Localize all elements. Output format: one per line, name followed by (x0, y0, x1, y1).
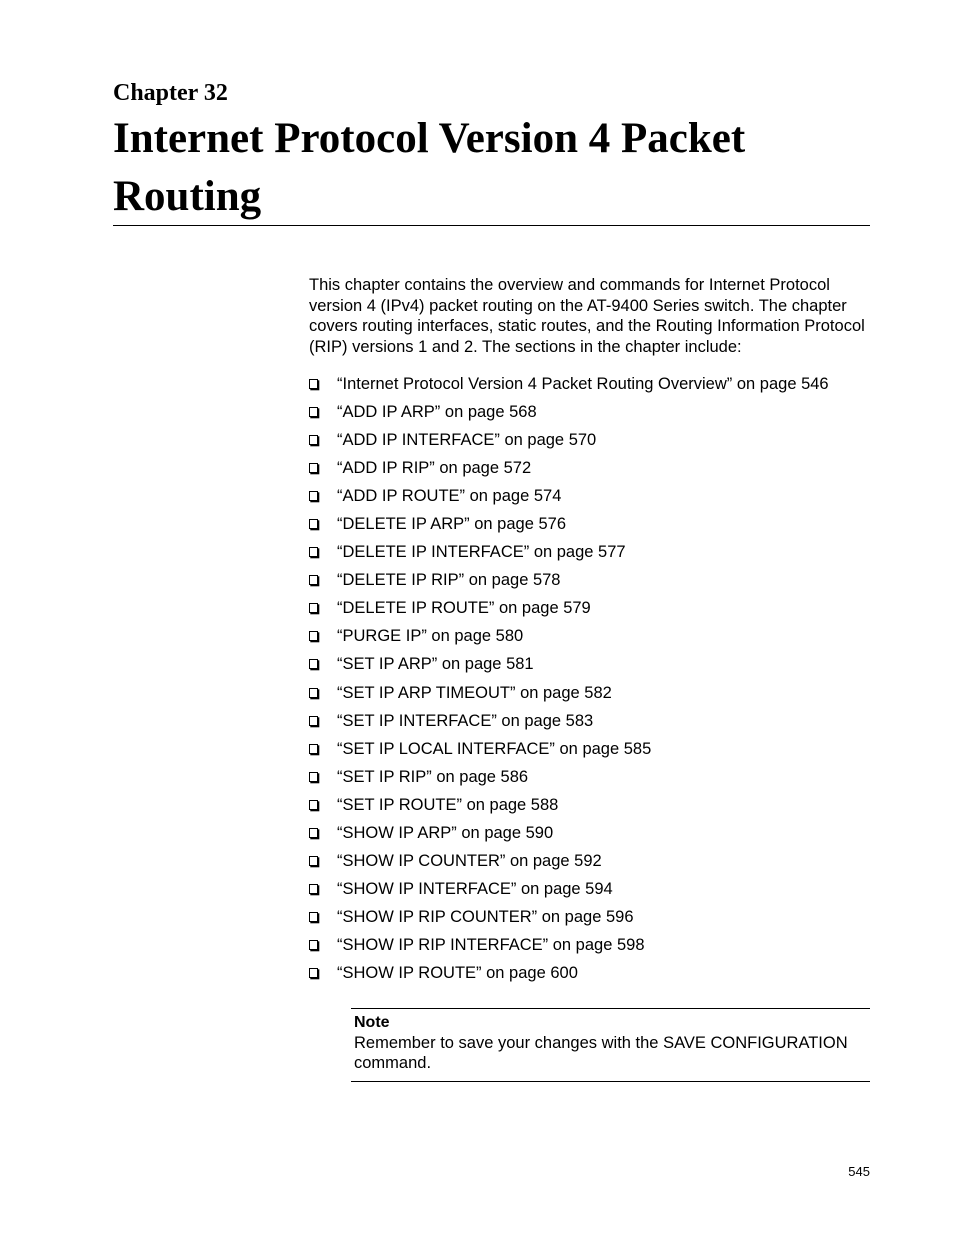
toc-link[interactable]: “ADD IP INTERFACE” on page 570 (337, 431, 597, 450)
toc-item (309, 906, 874, 934)
toc-item (309, 513, 874, 541)
toc-link[interactable]: “SHOW IP RIP INTERFACE” on page 598 (337, 935, 645, 954)
intro-paragraph: This chapter contains the overview and commands for Internet Protocol version 4 (IPv4) packet routing on the AT-9400 Series switch. The chapter covers routing interfaces, static routes, and the Routing Information Protocol (RIP) versions 1 and 2. The sections in the chapter include: (309, 276, 865, 356)
checkbox-icon (309, 968, 318, 978)
toc-item (309, 850, 874, 878)
note-label: Note (354, 1014, 390, 1031)
checkbox-icon (309, 491, 318, 501)
checkbox-icon (309, 884, 318, 894)
toc-link[interactable]: “DELETE IP RIP” on page 578 (337, 571, 561, 590)
toc-link[interactable]: “PURGE IP” on page 580 (337, 627, 524, 646)
toc-item (309, 373, 874, 401)
checkbox-icon (309, 912, 318, 922)
checkbox-icon (309, 940, 318, 950)
toc-link[interactable]: “ADD IP ARP” on page 568 (337, 403, 537, 422)
toc-item (309, 766, 874, 794)
chapter-label: Chapter 32 (113, 80, 228, 106)
toc-link[interactable]: “SHOW IP ROUTE” on page 600 (337, 963, 578, 982)
toc-item (309, 710, 874, 738)
checkbox-icon (309, 379, 318, 389)
chapter-title: Internet Protocol Version 4 Packet Routing (113, 115, 746, 220)
toc-item (309, 401, 874, 429)
toc-item (309, 934, 874, 962)
toc-link[interactable]: “SET IP RIP” on page 586 (337, 767, 529, 786)
checkbox-icon (309, 659, 318, 669)
toc-link[interactable]: “ADD IP ROUTE” on page 574 (337, 487, 562, 506)
toc-item (309, 597, 874, 625)
title-rule (113, 225, 870, 226)
checkbox-icon (309, 631, 318, 641)
checkbox-icon (309, 547, 318, 557)
page-number: 545 (848, 1164, 870, 1179)
toc-link[interactable]: “SHOW IP INTERFACE” on page 594 (337, 879, 613, 898)
checkbox-icon (309, 463, 318, 473)
toc-link[interactable]: “SHOW IP ARP” on page 590 (337, 823, 554, 842)
note-text: Remember to save your changes with the SAVE CONFIGURATION command. (354, 1034, 848, 1072)
toc-link[interactable]: “SHOW IP COUNTER” on page 592 (337, 851, 602, 870)
toc-item (309, 653, 874, 681)
toc-item (309, 738, 874, 766)
toc-link[interactable]: “SET IP ARP TIMEOUT” on page 582 (337, 683, 612, 702)
checkbox-icon (309, 772, 318, 782)
toc-item (309, 682, 874, 710)
toc-link[interactable]: “ADD IP RIP” on page 572 (337, 459, 532, 478)
toc-item (309, 625, 874, 653)
checkbox-icon (309, 575, 318, 585)
toc-link[interactable]: “SET IP ROUTE” on page 588 (337, 795, 559, 814)
toc-item (309, 822, 874, 850)
note-box (351, 1008, 870, 1082)
toc-item (309, 457, 874, 485)
toc-link[interactable]: “SET IP INTERFACE” on page 583 (337, 711, 594, 730)
checkbox-icon (309, 603, 318, 613)
checkbox-icon (309, 800, 318, 810)
checkbox-icon (309, 435, 318, 445)
toc-list (309, 373, 874, 990)
checkbox-icon (309, 744, 318, 754)
toc-item (309, 569, 874, 597)
toc-link[interactable]: “DELETE IP INTERFACE” on page 577 (337, 543, 626, 562)
checkbox-icon (309, 688, 318, 698)
toc-link[interactable]: “DELETE IP ROUTE” on page 579 (337, 599, 591, 618)
toc-item (309, 429, 874, 457)
toc-link[interactable]: “SET IP LOCAL INTERFACE” on page 585 (337, 739, 652, 758)
toc-link[interactable]: “Internet Protocol Version 4 Packet Routing Overview” on page 546 (337, 375, 829, 393)
toc-item (309, 541, 874, 569)
toc-item (309, 962, 874, 990)
checkbox-icon (309, 716, 318, 726)
toc-link[interactable]: “SET IP ARP” on page 581 (337, 655, 534, 674)
checkbox-icon (309, 856, 318, 866)
checkbox-icon (309, 407, 318, 417)
toc-item (309, 794, 874, 822)
toc-item (309, 485, 874, 513)
checkbox-icon (309, 828, 318, 838)
toc-link[interactable]: “DELETE IP ARP” on page 576 (337, 515, 566, 534)
toc-item (309, 878, 874, 906)
toc-link[interactable]: “SHOW IP RIP COUNTER” on page 596 (337, 907, 634, 926)
checkbox-icon (309, 519, 318, 529)
